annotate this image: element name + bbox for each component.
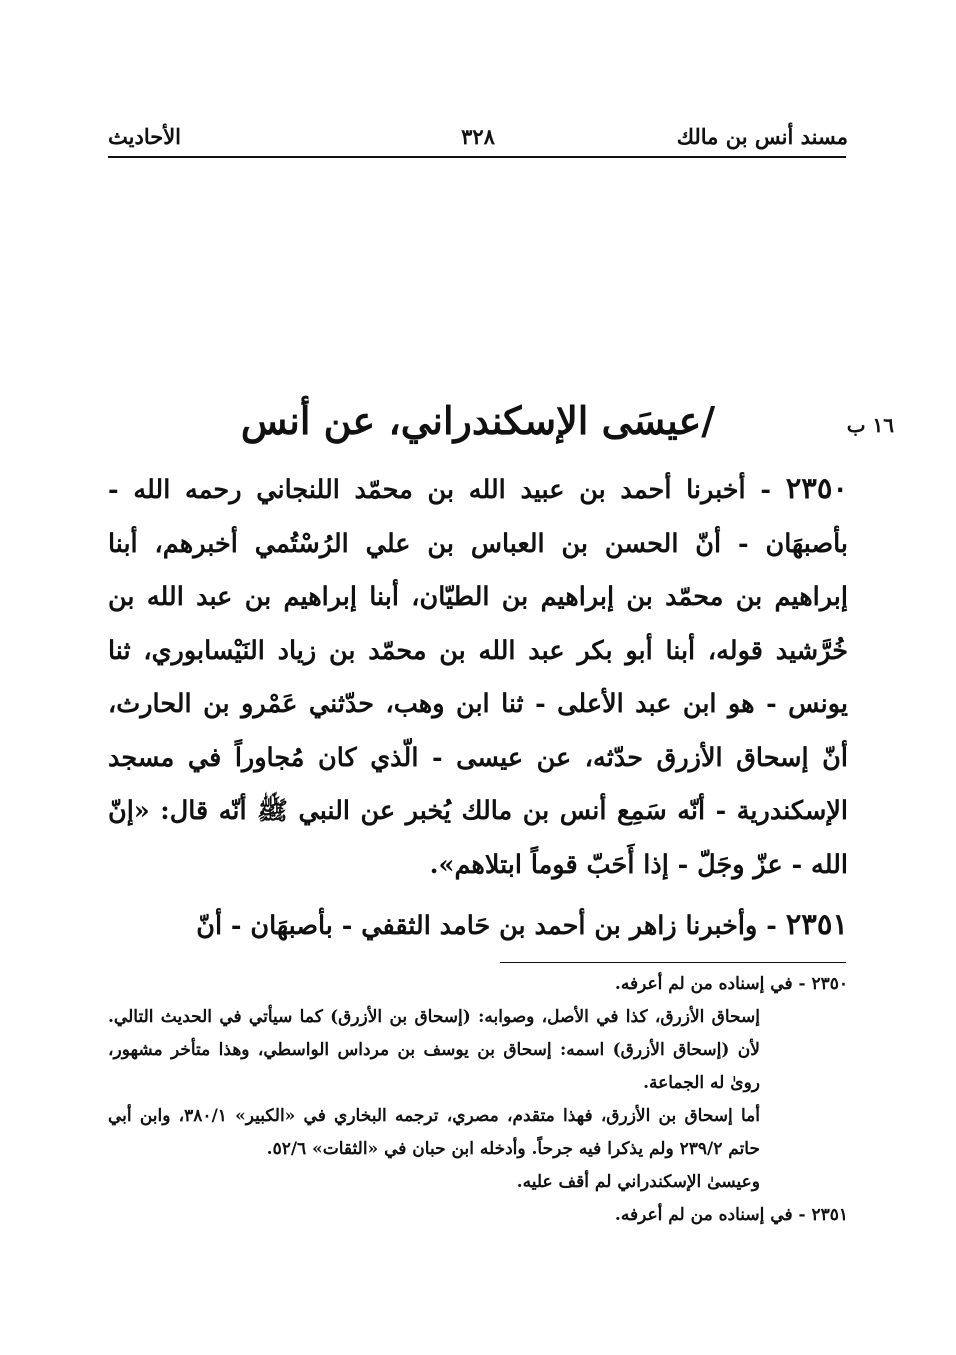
header-page-number: ٣٢٨ [461,124,495,149]
header-divider [108,156,846,158]
footnote-heading: ٢٣٥٠ - في إسناده من لم أعرفه. [614,974,848,994]
header-section-name: الأحاديث [108,124,182,149]
manuscript-folio-note: ١٦ ب [846,413,894,437]
footnote-paragraph: إسحاق الأزرق، كذا في الأصل، وصوابه: (إسحاق بن الأزرق) كما سيأتي في الحديث التالي. لأن (إسحاق الأزرق) اسمه: إسحاق بن يوسف بن مرداس الواسطي، وهذا متأخر مشهور، روىٰ له الجماعة. [108,1007,760,1093]
hadith-number: ٢٣٥٠ [785,471,848,505]
footnote-divider [500,962,846,963]
footnote-paragraph: وعيسىٰ الإسكندراني لم أقف عليه. [516,1172,760,1192]
hadith-entry [108,898,848,954]
footnotes [108,968,848,1232]
footnote-paragraph: أما إسحاق بن الأزرق، فهذا متقدم، مصري، ترجمه البخاري في «الكبير» ٣٨٠/١، وابن أبي حاتم ٢٣٩/٢ ولم يذكرا فيه جرحاً. وأدخله ابن حبان في «الثقات» ٥٢/٦. [108,1106,760,1159]
footnote-heading: ٢٣٥١ - في إسناده من لم أعرفه. [614,1205,848,1225]
hadith-body [108,462,848,954]
hadith-text: - وأخبرنا زاهر بن أحمد بن حَامد الثقفي - بأصبهَان - أنّ [196,911,777,941]
hadith-entry [108,462,848,892]
hadith-text: - أخبرنا أحمد بن عبيد الله بن محمّد اللنجاني رحمه الله - بأصبهَان - أنّ الحسن بن العباس بن علي الرُسْتُمي أخبرهم، أبنا إبراهيم بن محمّد بن إبراهيم بن الطيّان، أبنا إبراهيم بن عبد الله بن خُرَّشيد قوله، أبنا أبو بكر عبد الله بن محمّد بن زياد النَيْسابوري، ثنا يونس - هو ابن عبد الأعلى - ثنا ابن وهب، حدّثني عَمْرو بن الحارث، أنّ إسحاق الأزرق حدّثه، عن عيسى - الّذي كان مُجاوراً في مسجد الإسكندرية - أنّه سَمِع أنس بن مالك يُخبر عن النبي ﷺ أنّه قال: «إنّ الله - عزّ وجَلّ - إذا أَحَبّ قوماً ابتلاهم». [108,475,848,880]
running-header [108,120,848,154]
section-title: /عيسَى الإسكندراني، عن أنس [240,398,716,443]
hadith-number: ٢٣٥١ [785,907,848,941]
header-book-title: مسند أنس بن مالك [676,124,848,149]
